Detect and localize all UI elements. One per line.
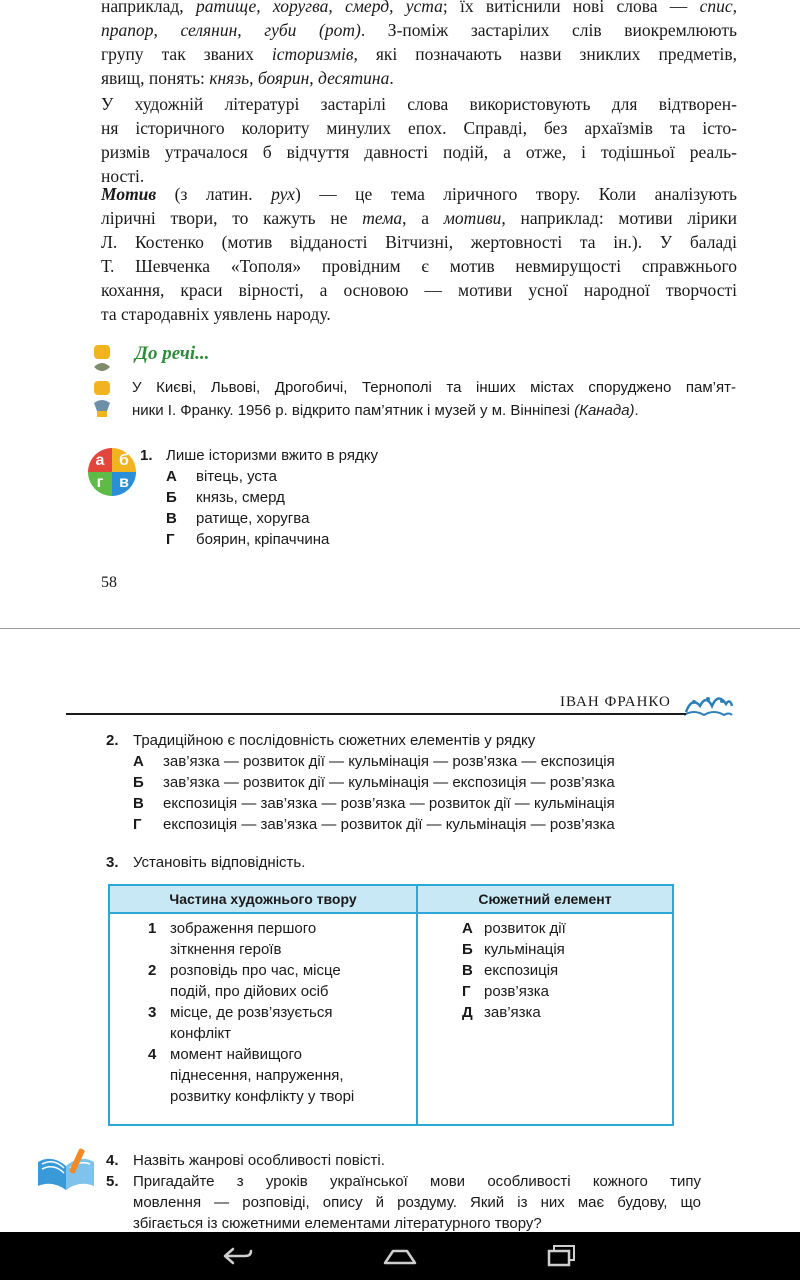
- text-segment: спис,: [699, 0, 738, 16]
- text-line: [101, 230, 737, 254]
- option-text: зав’язка — розвиток дії — кульмінація — експозиція — розв’язка: [163, 774, 615, 791]
- option-letter: А: [133, 753, 144, 770]
- item-number: 1: [148, 920, 157, 937]
- question-5: [106, 1171, 701, 1234]
- text-segment: (з латин.: [156, 184, 272, 204]
- item-text: подій, про дійових осіб: [170, 983, 329, 1000]
- option-letter: Б: [166, 489, 177, 506]
- tip-text: ники І. Франку. 1956 р. відкрито пам’ятник і музей у м. Вінніпезі: [132, 402, 575, 419]
- table-header-left: Частина художнього твору: [109, 885, 417, 913]
- answer-option: [133, 793, 701, 814]
- item-letter: Г: [462, 983, 471, 1000]
- answer-option: [133, 772, 701, 793]
- item-number: [148, 939, 170, 960]
- item-number: 4: [148, 1046, 157, 1063]
- item-text: зав’язка: [484, 1004, 541, 1021]
- text-line: [101, 254, 737, 278]
- item-text: розвитку конфлікту у творі: [170, 1088, 355, 1105]
- item-text: експозиція: [484, 962, 559, 979]
- question-3: [106, 852, 305, 873]
- answer-option: [166, 466, 277, 487]
- answer-option: [166, 529, 329, 550]
- recents-button[interactable]: [536, 1240, 588, 1272]
- table-left-item: [148, 981, 410, 1002]
- text-segment: тема: [362, 208, 403, 228]
- text-segment: рух: [271, 184, 295, 204]
- item-text: піднесення, напруження,: [170, 1067, 344, 1084]
- answer-option: [166, 508, 309, 529]
- text-segment: У художній літературі застарілі слова використовують для відтворен-: [101, 94, 737, 114]
- item-letter: Б: [462, 941, 473, 958]
- question-4: [106, 1150, 385, 1171]
- item-text: конфлікт: [170, 1025, 232, 1042]
- text-line: [101, 0, 737, 18]
- table-left-item: [148, 1002, 410, 1023]
- question-text: Лише історизми вжито в рядку: [166, 447, 378, 464]
- answer-option: [133, 751, 701, 772]
- header-rule: [66, 713, 686, 715]
- text-segment: Мотив: [101, 184, 157, 204]
- answer-option: [166, 487, 285, 508]
- text-segment: ризмів утрачалося б відчуття давності подій, а отже, і тодішньої реаль-: [101, 142, 737, 162]
- page-divider: [0, 628, 800, 629]
- badge-b: б: [112, 448, 136, 472]
- text-segment: , які позначають назви зниклих предметів,: [353, 44, 737, 64]
- text-segment: Т. Шевченка «Тополя» провідним є мотив невмирущості справжнього: [101, 256, 737, 276]
- text-segment: ності.: [101, 166, 145, 186]
- option-text: вітець, уста: [196, 468, 277, 485]
- item-number: [148, 1023, 170, 1044]
- tip-title: До речі...: [135, 343, 210, 364]
- option-text: князь, смерд: [196, 489, 285, 506]
- text-line: [101, 302, 737, 326]
- text-segment: ліричні твори, то кажуть не: [101, 208, 363, 228]
- badge-d: в: [112, 472, 136, 496]
- item-text: місце, де розв’язується: [170, 1004, 333, 1021]
- table-right-item: [462, 981, 666, 1002]
- text-line: [101, 92, 737, 116]
- ornament-icon: [682, 692, 734, 718]
- item-text: зіткнення героїв: [170, 941, 282, 958]
- text-segment: князь, боярин, десятина: [209, 68, 390, 88]
- table-left-item: [148, 1065, 410, 1086]
- item-number: [148, 981, 170, 1002]
- question-text: Установіть відповідність.: [133, 854, 306, 871]
- question-text: Назвіть жанрові особливості повісті.: [133, 1152, 385, 1169]
- question-5-line-1: Пригадайте з уроків української мови особливості кожного типу: [133, 1173, 701, 1190]
- option-letter: Г: [166, 531, 175, 548]
- text-segment: наприклад,: [101, 0, 196, 16]
- item-number: [148, 1065, 170, 1086]
- text-line: [101, 18, 737, 42]
- page-58: [0, 0, 800, 628]
- tip-text-line-1: У Києві, Львові, Дрогобичі, Тернополі та інших містах споруджено пам’ят-: [132, 379, 736, 396]
- back-button[interactable]: [212, 1240, 264, 1272]
- table-cell-left: [109, 913, 417, 1125]
- option-letter: А: [166, 468, 177, 485]
- option-letter: Г: [133, 816, 142, 833]
- text-segment: явищ, понять:: [101, 68, 210, 88]
- item-text: розповідь про час, місце: [170, 962, 341, 979]
- text-line: [101, 116, 737, 140]
- option-letter: В: [133, 795, 144, 812]
- badge-a: а: [88, 448, 112, 472]
- home-icon: [381, 1245, 419, 1267]
- running-header-title: ІВАН ФРАНКО: [560, 694, 671, 710]
- table-right-item: [462, 918, 666, 939]
- item-text: зображення першого: [170, 920, 317, 937]
- text-segment: , наприклад: мотиви лірики: [501, 208, 737, 228]
- text-segment: та стародавніх уявлень народу.: [101, 304, 331, 324]
- item-text: розвиток дії: [484, 920, 566, 937]
- tip-text-italic: (Канада): [574, 402, 635, 419]
- text-segment: ; їх витіснили нові слова —: [442, 0, 700, 16]
- back-icon: [221, 1245, 255, 1267]
- option-text: зав’язка — розвиток дії — кульмінація — розв’язка — експозиція: [163, 753, 615, 770]
- option-text: експозиція — зав’язка — розвиток дії — кульмінація — розв’язка: [163, 816, 615, 833]
- item-letter: Д: [462, 1004, 473, 1021]
- item-text: розв’язка: [484, 983, 549, 1000]
- text-segment: історизмів: [271, 44, 354, 64]
- question-number: 2.: [106, 732, 119, 749]
- quiz-badge-icon: [88, 448, 136, 496]
- table-left-item: [148, 1086, 410, 1107]
- text-line: [101, 278, 737, 302]
- table-right-item: [462, 939, 666, 960]
- question-number: 3.: [106, 854, 119, 871]
- table-left-item: [148, 960, 410, 981]
- table-left-item: [148, 918, 410, 939]
- answer-option: [133, 814, 701, 835]
- table-right-item: [462, 960, 666, 981]
- question-1: [140, 445, 378, 466]
- option-text: боярин, кріпаччина: [196, 531, 330, 548]
- item-number: [148, 1086, 170, 1107]
- recents-icon: [545, 1244, 579, 1268]
- text-line: [101, 182, 737, 206]
- text-segment: ) — це тема ліричного твору. Коли аналізують: [294, 184, 738, 204]
- item-text: кульмінація: [484, 941, 565, 958]
- table-header-right: Сюжетний елемент: [417, 885, 673, 913]
- text-segment: мотиви: [443, 208, 502, 228]
- system-navigation-bar: [0, 1232, 800, 1280]
- option-letter: Б: [133, 774, 144, 791]
- text-segment: ратище, хоругва, смерд, уста: [195, 0, 443, 16]
- question-2: [106, 730, 535, 751]
- item-text: момент найвищого: [170, 1046, 302, 1063]
- question-5-line-2: мовлення — розповіді, опису й роздуму. Який із них має будову, що: [133, 1194, 701, 1211]
- table-left-item: [148, 939, 410, 960]
- item-number: 3: [148, 1004, 157, 1021]
- option-letter: В: [166, 510, 177, 527]
- badge-c: г: [88, 472, 112, 496]
- item-letter: А: [462, 920, 473, 937]
- text-line: [101, 206, 737, 230]
- table-left-item: [148, 1023, 410, 1044]
- question-text: Традиційною є послідовність сюжетних елементів у рядку: [133, 732, 536, 749]
- home-button[interactable]: [374, 1240, 426, 1272]
- text-segment: кохання, краси вірності, а основою — мотиви усної народної творчості: [101, 280, 737, 300]
- text-line: [101, 66, 737, 90]
- text-segment: Л. Костенко (мотив відданості Вітчизні, жертовності та ін.). У баладі: [101, 232, 737, 252]
- item-letter: В: [462, 962, 473, 979]
- text-segment: , а: [402, 208, 444, 228]
- tip-text-line-2: [132, 400, 736, 422]
- text-segment: . З-поміж застарілих слів виокремлюють: [360, 20, 737, 40]
- did-you-know-icon: [88, 343, 116, 421]
- table-right-item: [462, 1002, 666, 1023]
- question-number: 5.: [106, 1173, 119, 1190]
- option-text: ратище, хоругва: [196, 510, 310, 527]
- question-text: [133, 1171, 701, 1234]
- item-number: 2: [148, 962, 157, 979]
- tip-text-end: .: [634, 402, 639, 419]
- text-segment: групу так званих: [101, 44, 272, 64]
- table-cell-right: [417, 913, 673, 1125]
- question-5-line-3: збігається із сюжетними елементами літературного твору?: [133, 1215, 542, 1232]
- table-left-item: [148, 1044, 410, 1065]
- book-icon: [36, 1148, 96, 1190]
- text-line: [101, 42, 737, 66]
- text-segment: .: [389, 68, 394, 88]
- question-number: 4.: [106, 1152, 119, 1169]
- text-line: [101, 140, 737, 164]
- matching-table: [108, 884, 674, 1126]
- question-number: 1.: [140, 447, 153, 464]
- option-text: експозиція — зав’язка — розв’язка — розвиток дії — кульмінація: [163, 795, 615, 812]
- text-segment: прапор, селянин, губи (рот): [101, 20, 361, 40]
- text-segment: ня історичного колориту минулих епох. Справді, без архаїзмів та істо-: [101, 118, 737, 138]
- page-number: 58: [101, 574, 117, 591]
